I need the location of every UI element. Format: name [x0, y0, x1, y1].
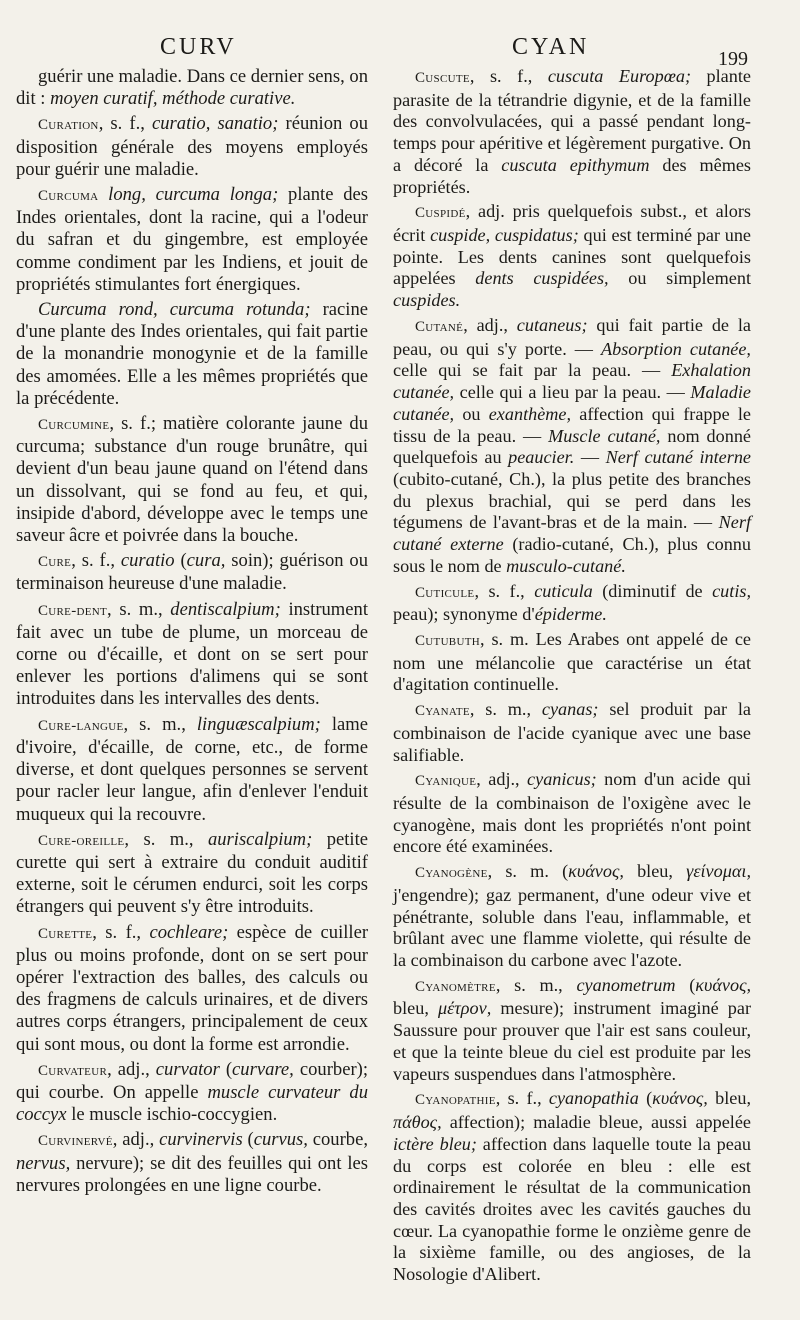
running-head-right: CYAN: [512, 34, 590, 60]
entry-text: affection dans laquelle toute la peau du corps est colorée en bleu : elle est ordinairement le résultat de la communication des cavités droites avec les cavités gauches du cœur. La cyanopathie forme le onzième genre de la sixième famille, ou des angioses, de la Nosologie d'Alibert.: [393, 1133, 751, 1285]
dictionary-entry: [16, 66, 368, 110]
dictionary-entry: [16, 413, 368, 547]
entry-italic-text: dentiscalpium;: [170, 598, 281, 620]
entry-headword: Cutané: [415, 318, 464, 335]
entry-headword: Curcumine: [38, 417, 110, 434]
entry-text: plante des Indes orientales, dont la racine, qui a l'odeur du safran et du gingembre, est employée comme condiment par les Indiens, et jouit de propriétés stimulantes fort énergiques.: [16, 184, 368, 295]
entry-italic-text: Exhalation cutanée,: [393, 360, 751, 403]
entry-italic-text: cyanopathia: [548, 1088, 639, 1109]
entry-text: affection); maladie bleue, aussi appelée: [441, 1112, 751, 1133]
entry-headword: Cyanomètre: [415, 978, 496, 995]
entry-text: , s. f.; matière colorante jaune du curcuma; substance d'un rouge brunâtre, qui devient d'un beau jaune quand on l'étend dans un dissolvant, qui se fond au feu, et qui, insipide d'abord, développe avec le temps une saveur âcre et poivrée dans la bouche.: [16, 413, 368, 547]
entry-italic-text: cuscuta epithymum: [501, 154, 650, 175]
entry-text: petite curette qui sert à extraire du conduit auditif externe, soit le cérumen endurci, soit les corps étrangers qui peuvent s'y être introduits.: [16, 828, 368, 918]
entry-text: instrument fait avec un tube de plume, un morceau de corne ou d'écaille, et dont on se sert pour enlever les portions d'alimens qui se sont introduites dans les intervalles des dents.: [16, 598, 368, 710]
entry-text: peau); synonyme d': [393, 604, 535, 625]
entry-italic-text: curvus,: [253, 1129, 308, 1151]
entry-headword: Cutubuth: [415, 632, 480, 649]
entry-italic-text: Absorption cutanée,: [601, 338, 751, 359]
dictionary-entry: [16, 599, 368, 711]
entry-italic-text: moyen curatif, méthode curative.: [50, 88, 296, 110]
entry-italic-text: γείνομαι,: [686, 861, 751, 882]
dictionary-entry: [393, 629, 751, 696]
entry-italic-text: curatio: [120, 550, 175, 572]
entry-text: , s. m.,: [495, 974, 577, 995]
entry-headword: Cuscute: [415, 70, 470, 86]
entry-headword: Cyanate: [415, 703, 470, 720]
entry-italic-text: curatio, sanatio;: [152, 113, 279, 135]
entry-text: ou simplement: [608, 268, 751, 289]
entry-text: , adj. pris quelquefois subst., et alors écrit: [393, 201, 751, 246]
entry-text: réunion ou disposition générale des moyens employés pour guérir une maladie.: [16, 113, 368, 180]
entry-italic-text: curvator: [155, 1058, 220, 1080]
entry-text: qui fait partie de la peau, ou qui s'y porte. —: [393, 314, 751, 359]
entry-italic-text: cyanas;: [541, 699, 599, 720]
left-column: [16, 66, 368, 1200]
entry-italic-text: dents cuspidées,: [475, 268, 609, 289]
entry-headword: Cure-dent: [38, 602, 108, 619]
entry-italic-text: auriscalpium;: [207, 828, 313, 850]
dictionary-entry: [393, 315, 751, 578]
entry-text: , adj.,: [476, 769, 528, 790]
entry-text: bleu,: [393, 998, 438, 1019]
entry-headword: Cuticule: [415, 584, 475, 601]
entry-italic-text: cuspides.: [393, 290, 461, 311]
entry-text: (: [638, 1088, 653, 1109]
entry-italic-text: Nerf cutané externe: [393, 512, 751, 555]
dictionary-entry: [16, 184, 368, 296]
entry-text: , adj.,: [463, 314, 517, 335]
entry-headword: Cyanopathie: [415, 1092, 496, 1109]
entry-italic-text: πάθος,: [393, 1112, 442, 1133]
entry-text: (: [675, 974, 696, 995]
dictionary-entry: [393, 699, 751, 766]
entry-italic-text: musculo-cutané.: [506, 555, 626, 576]
entry-italic-text: cuspide, cuspidatus;: [430, 225, 579, 246]
entry-text: —: [574, 447, 606, 468]
entry-headword: Curvinervé: [38, 1133, 113, 1150]
entry-italic-text: linguæscalpium;: [196, 713, 321, 735]
entry-text: qui est terminé par une pointe. Les dents canines sont quelquefois appelées: [393, 225, 751, 289]
entry-text: espèce de cuiller plus ou moins profonde, dont on se sert pour opérer l'extraction des balles, des calculs ou des fragmens de calculs urinaires, et de divers autres corps étrangers, principalement de ceux qui sont mous, ou dont la forme est arrondie.: [16, 921, 369, 1055]
entry-italic-text: μέτρον,: [438, 998, 492, 1019]
entry-italic-text: cura,: [186, 550, 226, 572]
dictionary-entry: [393, 861, 751, 972]
entry-headword: Cyanogène: [415, 865, 488, 882]
entry-text: le muscle ischio-coccygien.: [66, 1104, 278, 1126]
entry-headword: Cure-langue: [38, 717, 124, 734]
entry-italic-text: cuscuta Europœa;: [547, 66, 691, 86]
entry-text: des mêmes propriétés.: [393, 154, 751, 197]
entry-text: j'engendre); gaz permanent, d'une odeur vive et pénétrante, soluble dans l'eau, inflammable, et brûlant avec une flamme violette, qui résulte de la combinaison du carbone avec l'azote.: [393, 884, 751, 971]
entry-italic-text: κυάνος,: [652, 1088, 708, 1109]
entry-italic-text: curvare,: [232, 1058, 294, 1080]
entry-text: , s. f.,: [98, 113, 152, 135]
entry-italic-text: Muscle cutané,: [548, 425, 661, 446]
entry-italic-text: exanthème,: [488, 403, 572, 424]
entry-headword: Cure-oreille: [38, 832, 125, 849]
entry-italic-text: cyanometrum: [576, 974, 676, 995]
entry-text: ou: [454, 403, 489, 424]
entry-text: guérir une maladie. Dans ce dernier sens, on dit :: [16, 66, 368, 110]
dictionary-entry: [393, 1088, 751, 1285]
entry-text: nom d'un acide qui résulte de la combinaison de l'oxigène avec le cyanogène, mais dont les propriétés n'ont point encore été examinées.: [393, 769, 751, 857]
page-number: 199: [718, 48, 748, 70]
entry-text: (: [242, 1129, 254, 1151]
entry-text: (diminutif de: [592, 580, 713, 601]
dictionary-entry: [16, 922, 368, 1056]
entry-text: (: [174, 550, 187, 572]
entry-headword: Curcuma: [38, 188, 99, 205]
entry-headword: Curette: [38, 925, 93, 942]
entry-italic-text: curvinervis: [159, 1129, 243, 1151]
entry-text: , adj.,: [112, 1129, 160, 1151]
entry-italic-text: κυάνος,: [695, 974, 751, 995]
entry-italic-text: cuticula: [534, 580, 593, 601]
entry-text: celle qui se fait par la peau. —: [393, 360, 672, 381]
entry-text: [98, 184, 108, 205]
entry-headword: Curation: [38, 117, 99, 134]
entry-text: celle qui a lieu par la peau. —: [454, 382, 691, 403]
entry-headword: Cure: [38, 554, 72, 571]
entry-text: , s. m.,: [123, 713, 197, 735]
entry-text: (: [219, 1058, 233, 1080]
dictionary-entry: [16, 1059, 368, 1127]
dictionary-entry: [393, 769, 751, 858]
right-column: [393, 66, 751, 1289]
entry-text: , adj.,: [107, 1058, 156, 1080]
entry-italic-text: cochleare;: [149, 921, 229, 943]
entry-text: (cubito-cutané, Ch.), la plus petite des branches du plexus brachial, qui se perd dans les tégumens de l'avant-bras et de la main. —: [393, 468, 751, 533]
entry-text: , s. m.,: [469, 699, 542, 720]
dictionary-entry: [16, 299, 368, 410]
entry-text: , s. m. (: [487, 861, 569, 882]
entry-italic-text: Curcuma rond, curcuma rotunda;: [38, 299, 311, 321]
entry-italic-text: muscle curvateur du coccyx: [16, 1081, 369, 1126]
entry-headword: Curvateur: [38, 1062, 108, 1079]
entry-text: nervure); se dit des feuilles qui ont les nervures prolongées en une ligne courbe.: [16, 1152, 368, 1196]
entry-text: bleu,: [707, 1088, 751, 1109]
dictionary-entry: [16, 113, 368, 181]
entry-text: , s. m.,: [124, 828, 208, 850]
entry-text: racine d'une plante des Indes orientales, qui fait partie de la monandrie monogynie et de la famille des amomées. Elle a les mêmes propriétés que la précédente.: [16, 299, 368, 409]
entry-text: , s. f.,: [92, 921, 150, 943]
dictionary-entry: [393, 975, 751, 1086]
entry-text: , s. m. Les Arabes ont appelé de ce nom une mélancolie que caractérise un état d'agitation continuelle.: [393, 628, 751, 695]
entry-text: courbe,: [307, 1129, 368, 1151]
dictionary-entry: [393, 66, 751, 198]
dictionary-entry: [393, 581, 751, 626]
entry-text: , s. f.,: [495, 1088, 549, 1109]
dictionary-entry: [16, 1129, 368, 1197]
entry-italic-text: κυάνος,: [568, 861, 624, 882]
entry-headword: Cuspidé: [415, 205, 466, 222]
entry-headword: Cyanique: [415, 773, 477, 790]
entry-text: lame d'ivoire, d'écaille, de corne, etc., de forme diverse, et dont quelques personnes se servent pour racler leur langue, afin d'enlever l'enduit muqueux qui la recouvre.: [16, 713, 368, 825]
entry-text: bleu,: [623, 861, 687, 882]
entry-text: plante parasite de la tétrandrie digynie, et de la famille des convolvulacées, qui a passé pendant long-temps pour apéritive et légèrement purgative. On a décoré la: [393, 66, 751, 175]
entry-text: sel produit par la combinaison de l'acide cyanique avec une base salifiable.: [393, 699, 751, 765]
entry-italic-text: cutis,: [712, 580, 752, 601]
entry-italic-text: ictère bleu;: [393, 1133, 477, 1154]
entry-italic-text: épiderme.: [534, 604, 607, 625]
dictionary-entry: [16, 714, 368, 826]
entry-italic-text: peaucier.: [508, 447, 575, 468]
dictionary-entry: [393, 201, 751, 312]
entry-italic-text: nervus,: [16, 1152, 71, 1174]
entry-italic-text: Maladie cutanée,: [393, 382, 751, 424]
entry-text: courber); qui courbe. On appelle: [16, 1058, 368, 1103]
running-head-left: CURV: [160, 34, 237, 60]
entry-italic-text: cutaneus;: [516, 314, 588, 335]
entry-text: , s. f.,: [474, 580, 535, 601]
entry-text: , s. f.,: [71, 550, 121, 572]
entry-italic-text: Nerf cutané interne: [605, 447, 751, 468]
dictionary-entry: [16, 550, 368, 595]
entry-text: soin); guérison ou terminaison heureuse d'une maladie.: [16, 550, 369, 595]
entry-text: (radio-cutané, Ch.), plus connu sous le nom de: [393, 534, 751, 576]
dictionary-entry: [16, 829, 368, 919]
entry-text: affection qui frappe le tissu de la peau. —: [393, 403, 752, 446]
entry-italic-text: cyanicus;: [527, 769, 597, 790]
entry-text: mesure); instrument imaginé par Saussure pour prouver que l'air est sans couleur, et que la teinte bleue du ciel est produite par les vapeurs suspendues dans l'atmosphère.: [393, 998, 751, 1084]
entry-text: nom donné quelquefois au: [393, 425, 752, 468]
entry-text: , s. f.,: [469, 66, 548, 86]
entry-text: , s. m.,: [107, 598, 171, 620]
entry-italic-text: long, curcuma longa;: [108, 184, 279, 206]
